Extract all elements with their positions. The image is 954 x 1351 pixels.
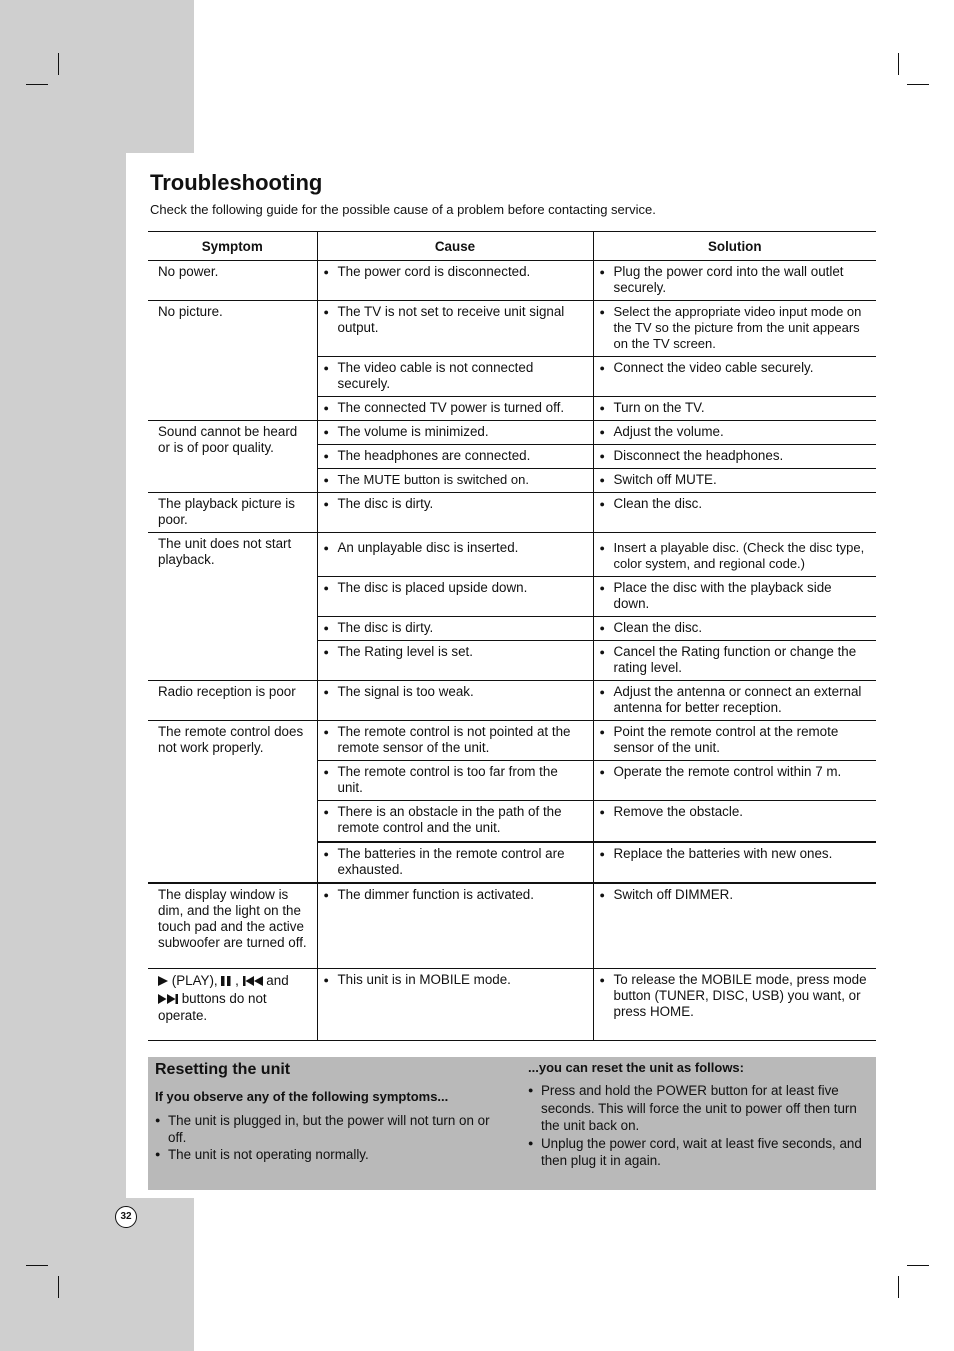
list-item: ● Press and hold the POWER button for at least five seconds. This will force the unit to power off then turn the unit back on. [528, 1082, 868, 1135]
margin-band-bottom [0, 1198, 194, 1351]
cause-cell [317, 681, 593, 721]
cause-text: ● The TV is not set to receive unit signal output. [324, 304, 585, 336]
symptom-cell: No picture. [148, 301, 317, 421]
solution-cell [593, 681, 876, 721]
skip-back-icon [243, 973, 267, 988]
solution-text: ● To release the MOBILE mode, press mode button (TUNER, DISC, USB) you want, or press HOME. [600, 972, 869, 1020]
crop-mark [898, 53, 899, 75]
cause-text: ● The power cord is disconnected. [324, 264, 585, 280]
crop-mark [26, 1265, 48, 1266]
troubleshooting-table [148, 231, 876, 1041]
solution-text: ● Clean the disc. [600, 496, 869, 512]
cause-cell [317, 641, 593, 681]
table-row [148, 681, 876, 721]
solution-text: ● Clean the disc. [600, 620, 869, 636]
solution-text: ● Point the remote control at the remote sensor of the unit. [600, 724, 869, 756]
table-header-row [148, 232, 876, 261]
margin-band-left [0, 153, 126, 1198]
crop-mark [58, 53, 59, 75]
crop-mark [898, 1276, 899, 1298]
cause-text: ● There is an obstacle in the path of the remote control and the unit. [324, 804, 585, 836]
symptom-cell: The playback picture is poor. [148, 493, 317, 533]
cause-text: ● The disc is placed upside down. [324, 580, 585, 596]
solution-cell [593, 842, 876, 883]
crop-mark [58, 1276, 59, 1298]
header-solution: Solution [593, 232, 876, 261]
cause-cell [317, 493, 593, 533]
solution-cell [593, 301, 876, 357]
table-row [148, 421, 876, 445]
cause-text: ● The Rating level is set. [324, 644, 585, 660]
cause-text: ● The remote control is not pointed at the remote sensor of the unit. [324, 724, 585, 756]
symptom-cell: Sound cannot be heard or is of poor quality. [148, 421, 317, 493]
solution-text: ● Select the appropriate video input mode on the TV so the picture from the unit appears on the TV screen. [600, 304, 869, 352]
page-number: 32 [115, 1206, 137, 1228]
cause-cell [317, 469, 593, 493]
cause-cell [317, 617, 593, 641]
table-row [148, 261, 876, 301]
cause-cell [317, 357, 593, 397]
header-cause: Cause [317, 232, 593, 261]
symptom-cell: The unit does not start playback. [148, 533, 317, 681]
solution-cell [593, 397, 876, 421]
solution-cell [593, 261, 876, 301]
symptom-cell: The remote control does not work properly. [148, 721, 317, 883]
solution-cell [593, 445, 876, 469]
header-symptom: Symptom [148, 232, 317, 261]
cause-cell [317, 761, 593, 801]
cause-cell [317, 577, 593, 617]
solution-cell [593, 357, 876, 397]
solution-text: ● Turn on the TV. [600, 400, 869, 416]
solution-text: ● Connect the video cable securely. [600, 360, 869, 376]
cause-cell [317, 969, 593, 1041]
margin-band-top [0, 0, 194, 153]
cause-text: ● The connected TV power is turned off. [324, 400, 585, 416]
cause-text: ● The volume is minimized. [324, 424, 585, 440]
solution-cell [593, 641, 876, 681]
cause-text: ● An unplayable disc is inserted. [324, 540, 585, 556]
crop-mark [907, 1265, 929, 1266]
table-row [148, 301, 876, 357]
solution-cell [593, 577, 876, 617]
and-label: and [266, 973, 289, 988]
buttons-label: buttons do not operate. [158, 990, 267, 1023]
cause-text: ● The signal is too weak. [324, 684, 585, 700]
page-title: Troubleshooting [150, 170, 323, 195]
cause-cell [317, 301, 593, 357]
table-row [148, 721, 876, 761]
play-icon [158, 973, 172, 988]
play-label: (PLAY), [171, 973, 218, 988]
solution-cell [593, 421, 876, 445]
cause-text: ● The disc is dirty. [324, 496, 585, 512]
solution-text: ● Cancel the Rating function or change the rating level. [600, 644, 869, 676]
solution-cell [593, 761, 876, 801]
solution-text: ● Adjust the antenna or connect an external antenna for better reception. [600, 684, 869, 716]
solution-cell [593, 493, 876, 533]
cause-text: ● The headphones are connected. [324, 448, 585, 464]
reset-symptoms-list [155, 1112, 490, 1163]
skip-forward-icon [158, 991, 182, 1006]
list-item: ● The unit is plugged in, but the power will not turn on or off. [155, 1112, 490, 1146]
reset-panel [148, 1057, 876, 1190]
solution-cell [593, 969, 876, 1041]
reset-symptoms-heading: If you observe any of the following symptoms... [155, 1089, 449, 1104]
cause-cell [317, 261, 593, 301]
crop-mark [26, 84, 48, 85]
reset-steps-list [528, 1082, 868, 1170]
solution-cell [593, 801, 876, 842]
table-row [148, 883, 876, 969]
solution-cell [593, 533, 876, 577]
cause-cell [317, 721, 593, 761]
cause-cell [317, 533, 593, 577]
solution-cell [593, 469, 876, 493]
cause-cell [317, 883, 593, 969]
pause-icon [221, 973, 235, 988]
cause-cell [317, 842, 593, 883]
list-item: ● Unplug the power cord, wait at least five seconds, and then plug it in again. [528, 1135, 868, 1170]
list-item: ● The unit is not operating normally. [155, 1146, 490, 1163]
cause-text: ● The remote control is too far from the unit. [324, 764, 585, 796]
symptom-cell [148, 969, 317, 1041]
reset-steps-heading: ...you can reset the unit as follows: [528, 1060, 744, 1075]
reset-title: Resetting the unit [155, 1061, 291, 1078]
solution-cell [593, 721, 876, 761]
symptom-cell: No power. [148, 261, 317, 301]
solution-text: ● Operate the remote control within 7 m. [600, 764, 869, 780]
cause-cell [317, 445, 593, 469]
cause-text: ● The dimmer function is activated. [324, 887, 585, 903]
solution-text: ● Switch off DIMMER. [600, 887, 869, 903]
solution-cell [593, 883, 876, 969]
cause-cell [317, 421, 593, 445]
solution-text: ● Adjust the volume. [600, 424, 869, 440]
table-row [148, 533, 876, 577]
cause-cell [317, 397, 593, 421]
symptom-cell: The display window is dim, and the light on the touch pad and the active subwoofer are turned off. [148, 883, 317, 969]
table-row [148, 969, 876, 1041]
solution-text: ● Replace the batteries with new ones. [600, 846, 869, 862]
solution-text: ● Switch off MUTE. [600, 472, 869, 488]
solution-text: ● Place the disc with the playback side down. [600, 580, 869, 612]
solution-text: ● Remove the obstacle. [600, 804, 869, 820]
solution-text: ● Plug the power cord into the wall outlet securely. [600, 264, 869, 296]
cause-text: ● The disc is dirty. [324, 620, 585, 636]
solution-cell [593, 617, 876, 641]
cause-text: ● The batteries in the remote control are exhausted. [324, 846, 585, 878]
cause-text: ● The video cable is not connected securely. [324, 360, 585, 392]
comma-separator: , [235, 973, 239, 988]
solution-text: ● Disconnect the headphones. [600, 448, 869, 464]
intro-text: Check the following guide for the possible cause of a problem before contacting service. [150, 202, 656, 217]
cause-cell [317, 801, 593, 842]
cause-text: ● The MUTE button is switched on. [324, 472, 585, 488]
crop-mark [907, 84, 929, 85]
cause-text: ● This unit is in MOBILE mode. [324, 972, 585, 988]
symptom-cell: Radio reception is poor [148, 681, 317, 721]
table-row [148, 493, 876, 533]
solution-text: ● Insert a playable disc. (Check the disc type, color system, and regional code.) [600, 540, 869, 572]
